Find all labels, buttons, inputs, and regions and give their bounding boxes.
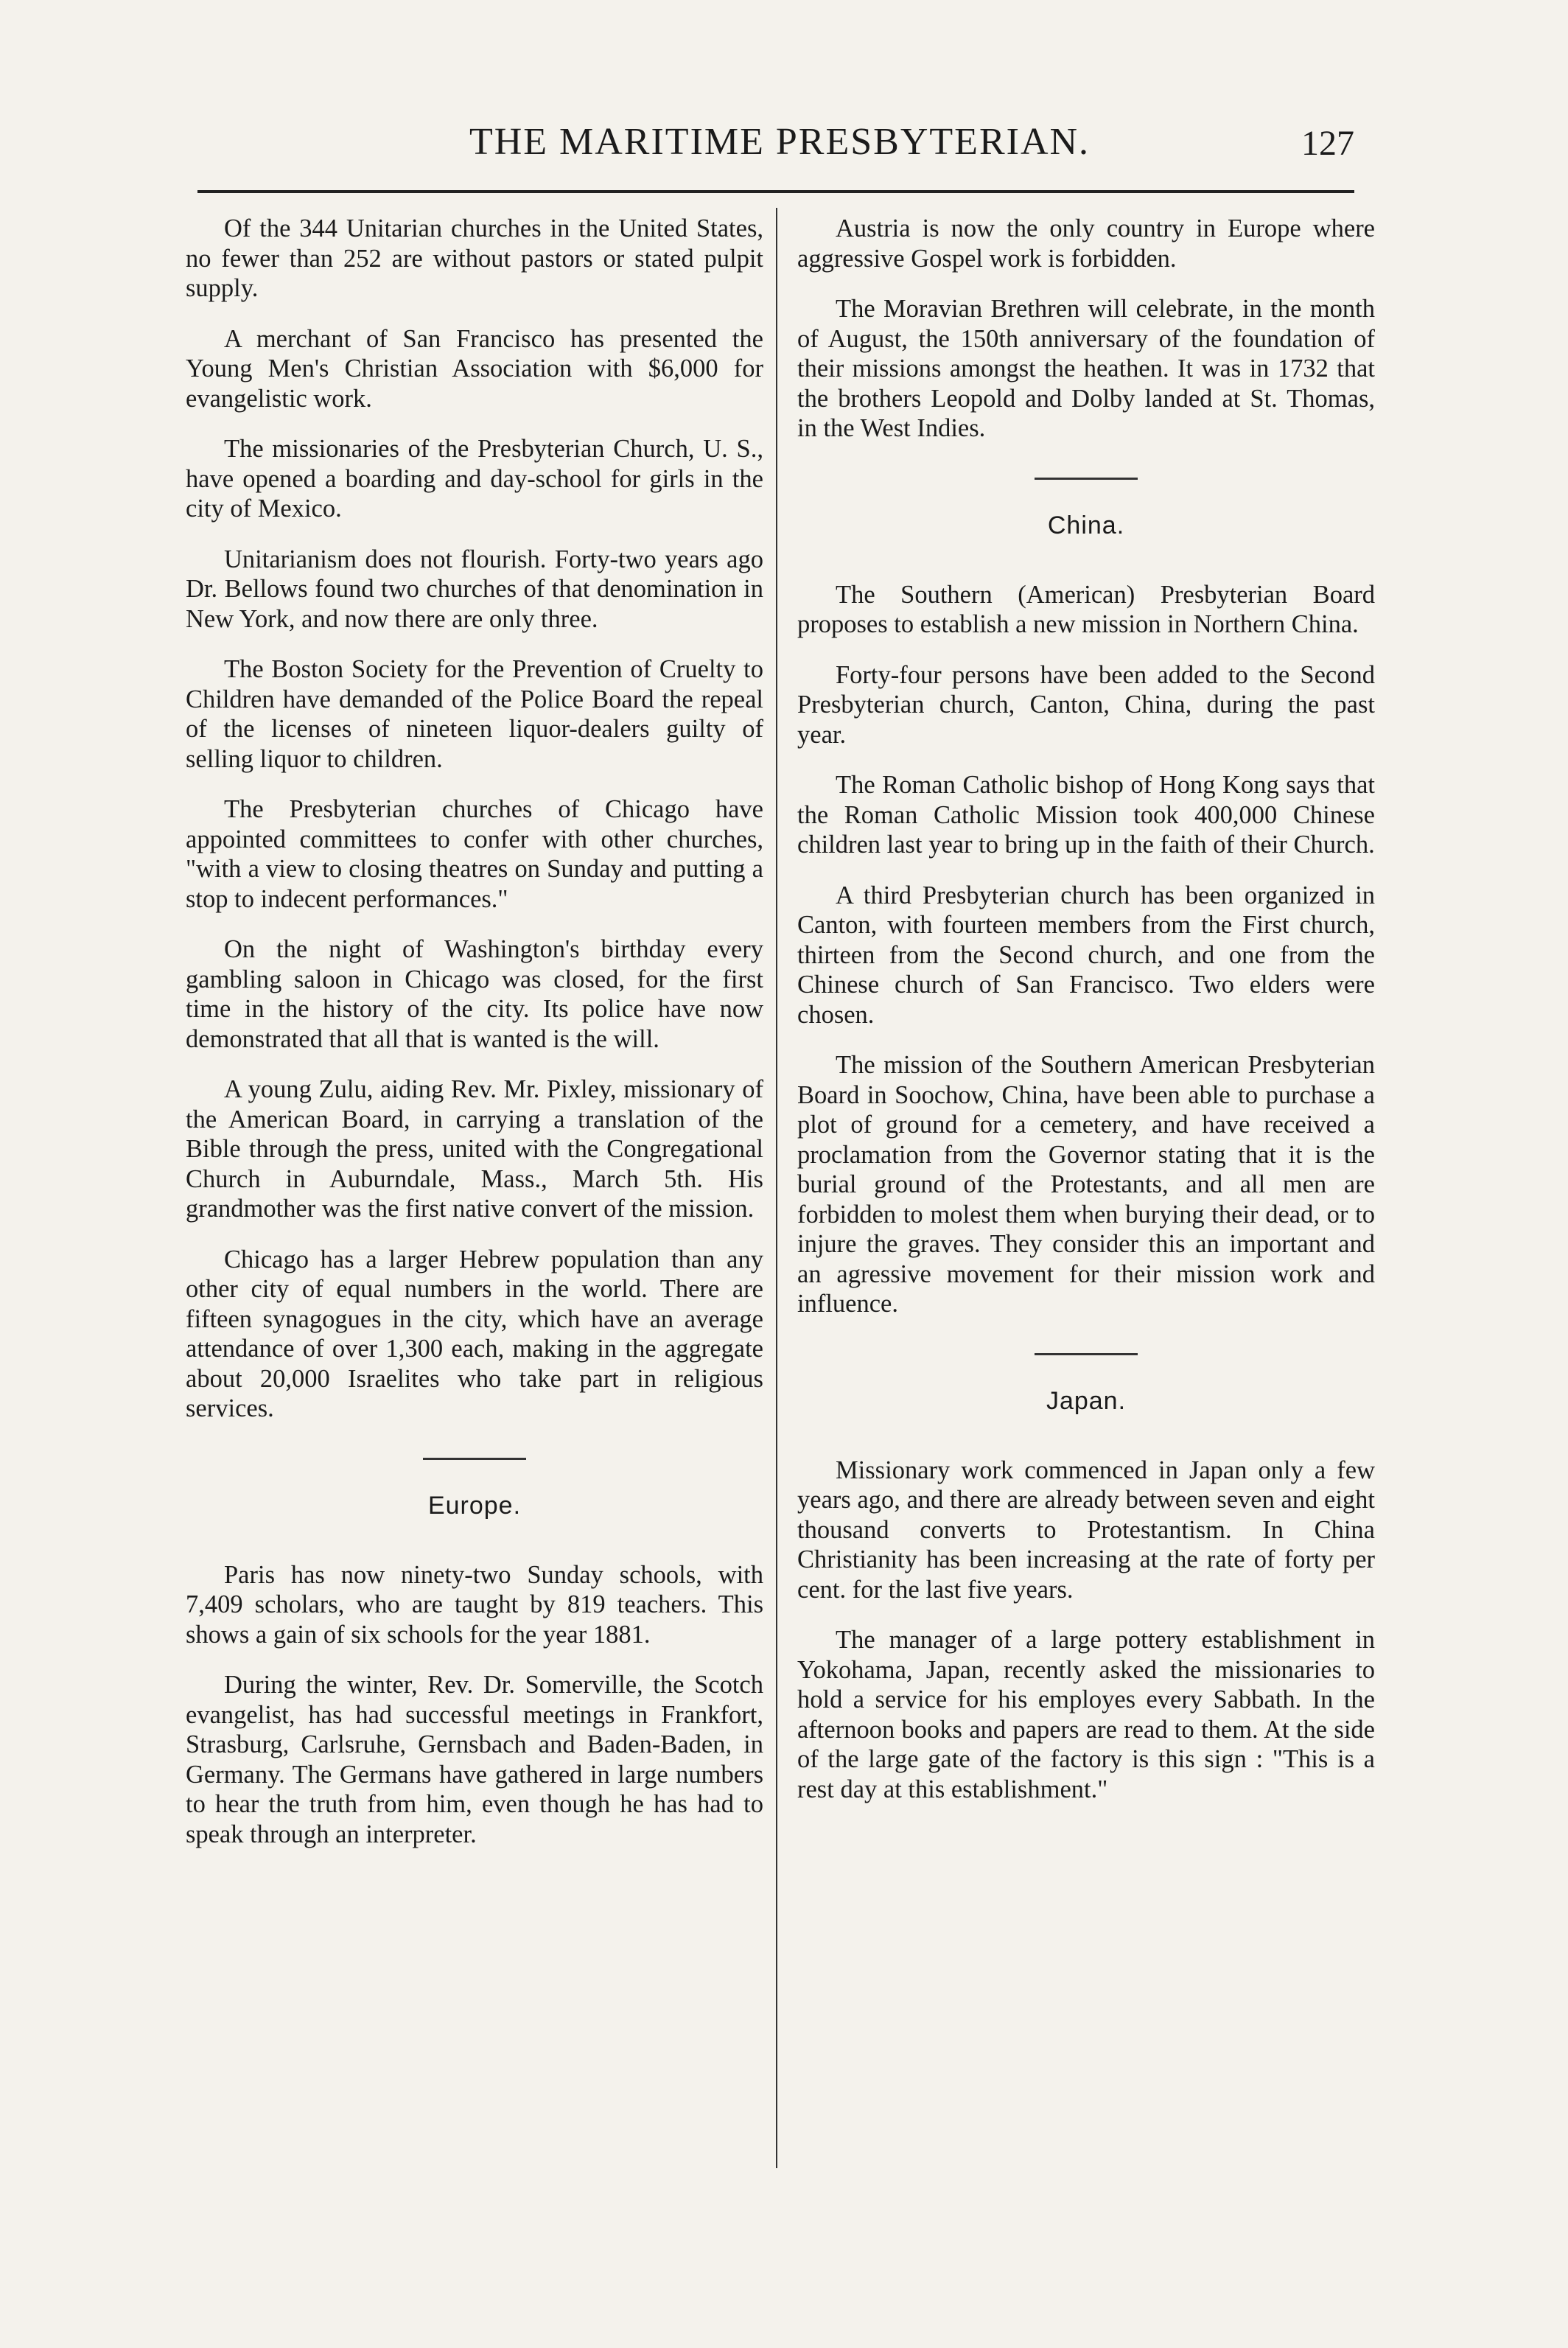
news-paragraph: The Presbyterian churches of Chicago have appointed committees to confer with other churches, "with a view to closing theatres on Sunday and putting a stop to indecent performances." [186,795,763,913]
section-heading-japan: Japan. [1046,1386,1127,1415]
news-paragraph: A third Presbyterian church has been organized in Canton, with fourteen members from the First church, thirteen from the Second church, and one from the Chinese church of San Francisco. Two elders were chosen. [797,881,1375,1029]
section-separator [1035,478,1138,480]
news-paragraph: Forty-four persons have been added to the Second Presbyterian church, Canton, China, during the past year. [797,660,1375,749]
news-paragraph: The manager of a large pottery establishment in Yokohama, Japan, recently asked the missionaries to hold a service for his employes every Sabbath. In the afternoon books and papers are read to them. At the side of the large gate of the factory is this sign : "This is a rest day at this establishment." [797,1626,1375,1803]
news-paragraph: The Southern (American) Presbyterian Board proposes to establish a new mission in Northern China. [797,580,1375,638]
news-paragraph: The Boston Society for the Prevention of Cruelty to Children have demanded of the Police Board the repeal of the licenses of nineteen liquor-dealers guilty of selling liquor to children. [186,655,763,773]
news-paragraph: Missionary work commenced in Japan only a few years ago, and there are already between seven and eight thousand converts to Protestantism. In China Christianity has been increasing at the rate of forty per cent. for the last five years. [797,1456,1375,1604]
news-paragraph: Chicago has a larger Hebrew population than any other city of equal numbers in the world. There are fifteen synagogues in the city, which have an average attendance of over 1,300 each, making in the aggregate about 20,000 Israelites who take part in religious services. [186,1245,763,1422]
section-separator [423,1458,526,1460]
news-paragraph: Paris has now ninety-two Sunday schools, with 7,409 scholars, who are taught by 819 teachers. This shows a gain of six schools for the year 1881. [186,1560,763,1649]
header-rule [197,190,1354,193]
news-paragraph: A young Zulu, aiding Rev. Mr. Pixley, missionary of the American Board, in carrying a translation of the Bible through the press, united with the Congregational Church in Auburndale, Mass., March 5th. His grandmother was the first native convert of the mission. [186,1075,763,1223]
page-number: 127 [1301,124,1354,163]
page-header [197,116,1354,175]
news-paragraph: The Moravian Brethren will celebrate, in the month of August, the 150th anniversary of the foundation of their missions amongst the heathen. It was in 1732 that the brothers Leopold and Dolby landed at St. Thomas, in the West Indies. [797,295,1375,442]
news-paragraph: A merchant of San Francisco has presented the Young Men's Christian Association with $6,000 for evangelistic work. [186,324,763,413]
news-paragraph: The missionaries of the Presbyterian Church, U. S., have opened a boarding and day-school for girls in the city of Mexico. [186,435,763,523]
news-paragraph: The Roman Catholic bishop of Hong Kong says that the Roman Catholic Mission took 400,000 Chinese children last year to bring up in the faith of their Church. [797,771,1375,859]
news-paragraph: Austria is now the only country in Europe where aggressive Gospel work is forbidden. [797,214,1375,273]
section-separator [1035,1353,1138,1355]
section-heading-china: China. [1047,511,1125,539]
section-heading-europe: Europe. [427,1491,522,1520]
news-paragraph: The mission of the Southern American Presbyterian Board in Soochow, China, have been able to purchase a plot of ground for a cemetery, and have received a proclamation from the Governor stating that it is the burial ground of the Protestants, and all men are forbidden to molest them when burying their dead, or to injure the graves. They consider this an important and an agressive movement for their mission work and influence. [797,1051,1375,1318]
news-paragraph: Of the 344 Unitarian churches in the United States, no fewer than 252 are without pastors or stated pulpit supply. [186,214,763,302]
right-column [797,214,1375,1825]
page-title: THE MARITIME PRESBYTERIAN. [469,121,1091,163]
left-column [186,214,763,1870]
news-paragraph: Unitarianism does not flourish. Forty-two years ago Dr. Bellows found two churches of that denomination in New York, and now there are only three. [186,545,763,633]
column-divider [776,208,777,2168]
news-paragraph: During the winter, Rev. Dr. Somerville, the Scotch evangelist, has had successful meetings in Frankfort, Strasburg, Carlsruhe, Gernsbach and Baden-Baden, in Germany. The Germans have gathered in large numbers to hear the truth from him, even though he has had to speak through an interpreter. [186,1671,763,1848]
news-paragraph: On the night of Washington's birthday every gambling saloon in Chicago was closed, for the first time in the history of the city. Its police have now demonstrated that all that is wanted is the will. [186,935,763,1053]
